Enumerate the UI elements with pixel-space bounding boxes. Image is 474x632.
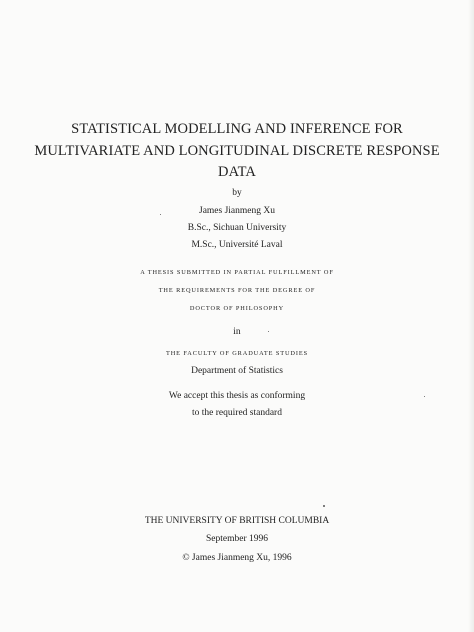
scan-speck [160,214,161,215]
department-name: Department of Statistics [191,366,283,376]
thesis-title-line-3: DATA [218,164,256,180]
in-label: in [233,327,241,337]
by-label: by [232,188,242,198]
faculty-name: THE FACULTY OF GRADUATE STUDIES [165,350,309,357]
scan-speck [323,505,325,507]
author-name: James Jianmeng Xu [199,206,275,216]
scan-speck [424,396,425,397]
submission-date: September 1996 [205,534,268,544]
thesis-title-line-1: STATISTICAL MODELLING AND INFERENCE FOR [71,121,403,137]
degree-name: DOCTOR OF PHILOSOPHY [189,305,285,312]
university-name: THE UNIVERSITY OF BRITISH COLUMBIA [144,516,330,526]
scan-speck [268,331,269,332]
thesis-title-line-2: MULTIVARIATE AND LONGITUDINAL DISCRETE RESPONSE [34,143,440,159]
author-degree-bsc: B.Sc., Sichuan University [187,223,287,233]
author-degree-msc: M.Sc., Université Laval [191,240,283,250]
submission-statement-line-1: A THESIS SUBMITTED IN PARTIAL FULFILLMENT OF [140,269,334,276]
copyright-notice: © James Jianmeng Xu, 1996 [182,553,292,563]
acceptance-line-2: to the required standard [192,408,282,418]
acceptance-line-1: We accept this thesis as conforming [168,391,306,401]
scan-shadow-edge [468,0,474,632]
submission-statement-line-2: THE REQUIREMENTS FOR THE DEGREE OF [158,287,316,294]
